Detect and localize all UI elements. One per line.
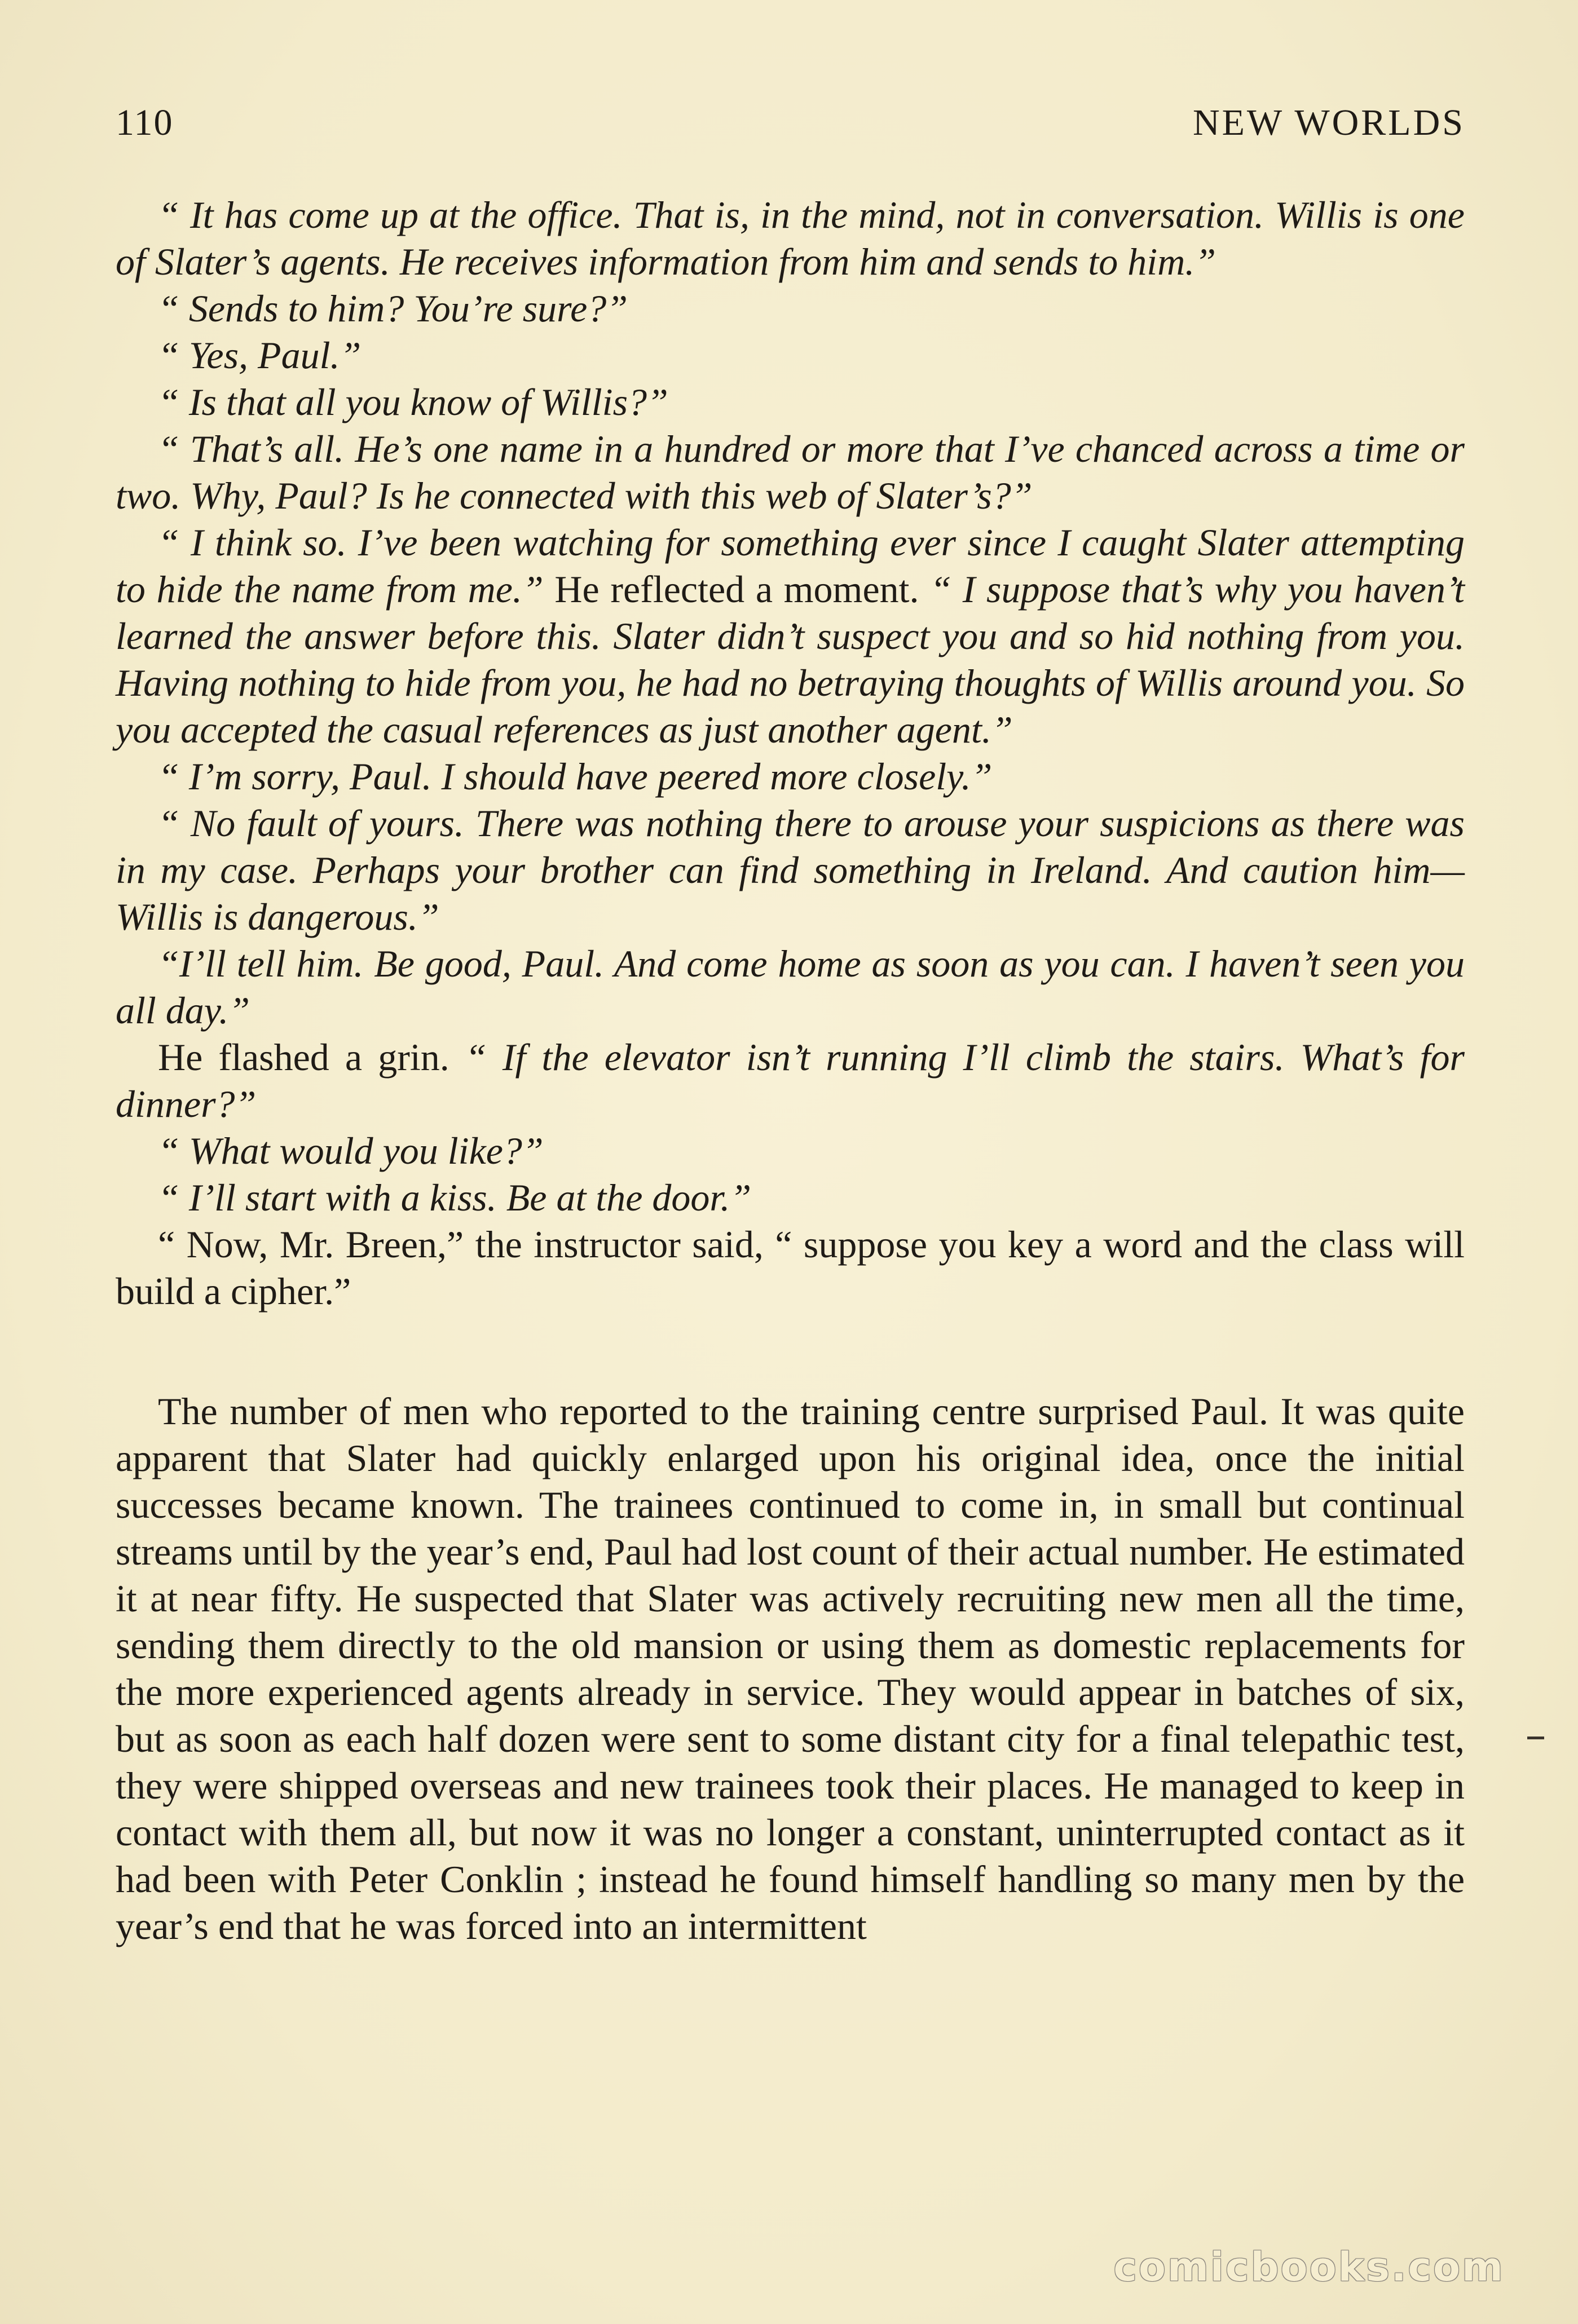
body-text [116, 192, 1465, 1950]
italic-text-run: “ What would you like?” [158, 1129, 544, 1172]
dialogue-paragraph [116, 1034, 1465, 1128]
dialogue-paragraph [116, 426, 1465, 519]
italic-text-run: “ Sends to him? You’re sure?” [158, 287, 628, 330]
italic-text-run: “ That’s all. He’s one name in a hundred or more that I’ve chanced across a time or two. Why, Paul? Is he connected with this web of Slater’s?” [116, 427, 1465, 517]
dialogue-paragraph [116, 519, 1465, 753]
page-header [116, 101, 1465, 152]
margin-mark [1527, 1737, 1544, 1739]
dialogue-paragraph [116, 1174, 1465, 1221]
narrative-section [116, 1388, 1465, 1950]
dialogue-paragraph [116, 192, 1465, 285]
italic-text-run: “ I’m sorry, Paul. I should have peered more closely.” [158, 755, 993, 798]
dialogue-paragraph [116, 753, 1465, 800]
italic-text-run: “ Is that all you know of Willis?” [158, 381, 668, 423]
dialogue-section [116, 192, 1465, 1315]
italic-text-run: “ Yes, Paul.” [158, 334, 362, 377]
dialogue-paragraph [116, 332, 1465, 379]
roman-text-run: He reflected a moment. [543, 568, 931, 611]
narrative-paragraph: The number of men who reported to the training centre surprised Paul. It was quite apparent that Slater had quickly enlarged upon his original idea, once the initial successes became known. The trainees continued to come in, in small but continual streams until by the year’s end, Paul had lost count of their actual number. He estimated it at near fifty. He suspected that Slater was actively recruiting new men all the time, sending them directly to the old mansion or using them as domestic replacements for the more experienced agents already in service. They would appear in batches of six, but as soon as each half dozen were sent to some distant city for a final telepathic test, they were shipped overseas and new trainees took their places. He managed to keep in contact with them all, but now it was no longer a constant, uninterrupted contact as it had been with Peter Conklin ; instead he found himself handling so many men by the year’s end that he was forced into an intermittent [116, 1390, 1465, 1947]
dialogue-paragraph [116, 1221, 1465, 1315]
dialogue-paragraph [116, 379, 1465, 426]
dialogue-paragraph [116, 285, 1465, 332]
italic-text-run: “ If the elevator isn’t running I’ll climb the stairs. What’s for dinner?” [116, 1036, 1465, 1125]
roman-text-run: “ Now, Mr. Breen,” the instructor said, “ suppose you key a word and the class will build a cipher.” [116, 1223, 1465, 1313]
italic-text-run: “ It has come up at the office. That is, in the mind, not in conversation. Willis is one of Slater’s agents. He receives information from him and sends to him.” [116, 193, 1465, 283]
italic-text-run: “ I suppose that’s why you haven’t learned the answer before this. Slater didn’t suspect you and so hid nothing from you. Having nothing to hide from you, he had no betraying thoughts of Willis around you. So you accepted the casual references as just another agent.” [116, 568, 1465, 751]
italic-text-run: “ No fault of yours. There was nothing there to arouse your suspicions as there was in my case. Perhaps your brother can find something in Ireland. And caution him—Willis is dangerous.” [116, 802, 1465, 938]
dialogue-paragraph [116, 1128, 1465, 1174]
roman-text-run: He flashed a grin. [158, 1036, 465, 1079]
running-head: NEW WORLDS [1192, 102, 1465, 143]
italic-text-run: “I’ll tell him. Be good, Paul. And come home as soon as you can. I haven’t seen you all day.” [116, 942, 1465, 1032]
dialogue-paragraph [116, 800, 1465, 940]
italic-text-run: “ I think so. I’ve been watching for something ever since I caught Slater attempting to hide the name from me.” [116, 521, 1465, 611]
watermark: comicbooks.com [1113, 2244, 1505, 2290]
page-number: 110 [116, 102, 174, 143]
italic-text-run: “ I’ll start with a kiss. Be at the door.” [158, 1176, 752, 1219]
dialogue-paragraph [116, 940, 1465, 1034]
section-break [116, 1315, 1465, 1388]
